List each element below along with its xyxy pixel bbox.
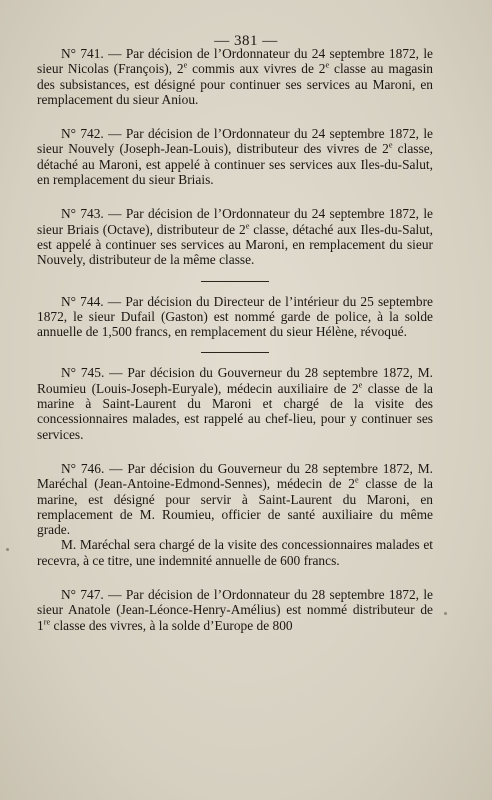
- section-divider: [201, 281, 269, 282]
- entry-paragraph: N° 743. — Par décision de l’Ordonnateur du 24 septembre 1872, le sieur Briais (Octave), distributeur de 2e classe, détaché aux Iles-du-Salut, est appelé à continuer ses services au Maroni, en remplacement du sieur Nouvely, distributeur de la même classe.: [37, 206, 433, 268]
- decision-entry: [37, 126, 433, 187]
- decision-entries: [37, 46, 433, 652]
- entry-paragraph: N° 746. — Par décision du Gouverneur du 28 septembre 1872, M. Maréchal (Jean-Antoine-Edmond-Sennes), médecin de 2e classe de la marine, est désigné pour servir à Saint-Laurent du Maroni, en remplacement de M. Roumieu, officier de santé auxiliaire du même grade.: [37, 460, 433, 538]
- entry-paragraph: N° 745. — Par décision du Gouverneur du 28 septembre 1872, M. Roumieu (Louis-Joseph-Euryale), médecin auxiliaire de 2e classe de la marine à Saint-Laurent du Maroni et chargé de la visite des concessionnaires malades, est rappelé au chef-lieu, pour y continuer ses services.: [37, 365, 433, 442]
- decision-entry: [37, 365, 433, 441]
- entry-paragraph: N° 742. — Par décision de l’Ordonnateur du 24 septembre 1872, le sieur Nouvely (Joseph-Jean-Louis), distributeur des vivres de 2e classe, détaché au Maroni, est appelé à continuer ses services aux Iles-du-Salut, en remplacement du sieur Briais.: [37, 126, 433, 188]
- entry-paragraph: N° 741. — Par décision de l’Ordonnateur du 24 septembre 1872, le sieur Nicolas (François), 2e commis aux vivres de 2e classe au magasin des subsistances, est désigné pour continuer ses services au Maroni, en remplacement du sieur Aniou.: [37, 46, 433, 107]
- section-divider: [201, 352, 269, 353]
- entry-continuation-paragraph: M. Maréchal sera chargé de la visite des concessionnaires malades et recevra, à ce titre, une indemnité annuelle de 600 francs.: [37, 537, 433, 568]
- decision-entry: [37, 461, 433, 568]
- entry-paragraph: N° 744. — Par décision du Directeur de l’intérieur du 25 septembre 1872, le sieur Dufail (Gaston) est nommé garde de police, à la solde annuelle de 1,500 francs, en remplacement du sieur Hélène, révoqué.: [37, 293, 433, 340]
- decision-entry: [37, 294, 433, 340]
- paper-speck: [444, 612, 447, 615]
- decision-entry: [37, 206, 433, 267]
- page-number: — 381 —: [214, 33, 278, 49]
- decision-entry: [37, 46, 433, 107]
- paper-speck: [6, 548, 9, 551]
- entry-paragraph: N° 747. — Par décision de l’Ordonnateur du 28 septembre 1872, le sieur Anatole (Jean-Léonce-Henry-Amélius) est nommé distributeur de 1re classe des vivres, à la solde d’Europe de 800: [37, 587, 433, 633]
- decision-entry: [37, 587, 433, 633]
